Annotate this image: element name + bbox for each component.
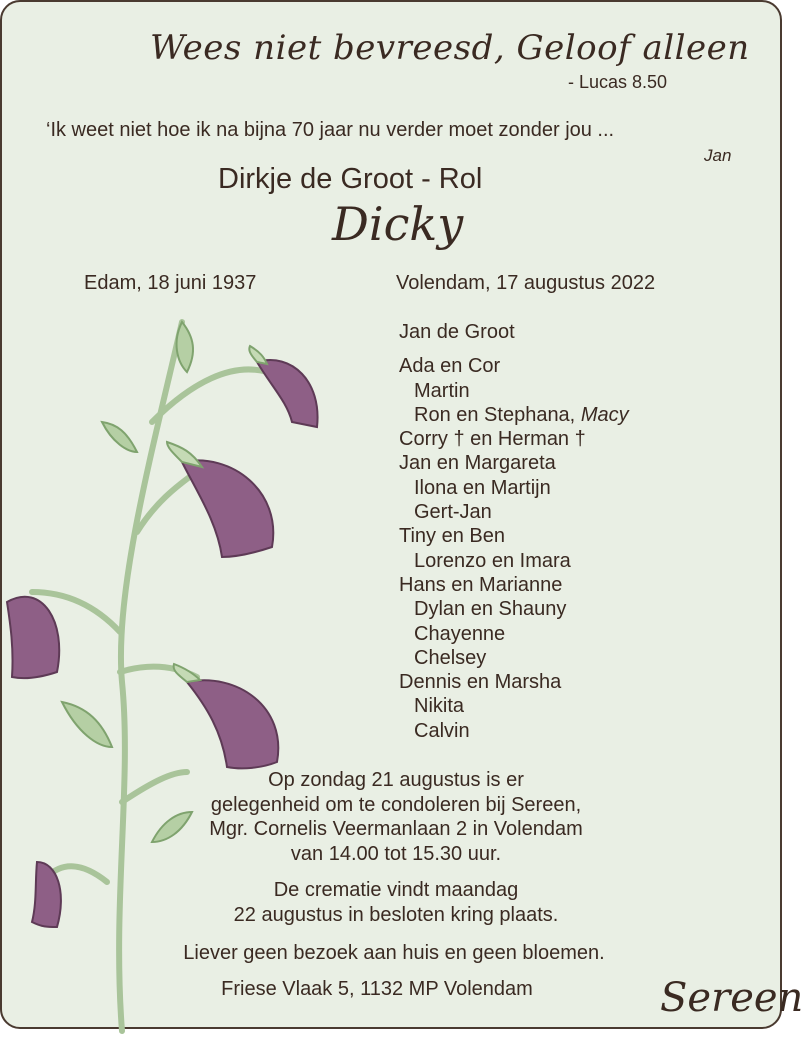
family-member: Calvin [414,719,470,742]
family-member: Nikita [414,695,465,718]
family-member: Jan en Margareta [399,452,556,475]
cremation-info [96,878,696,927]
address: Friese Vlaak 5, 1132 MP Volendam [221,978,533,1000]
nickname: Dicky [332,197,464,251]
family-member [399,403,629,427]
condolence-line: Op zondag 21 augustus is er [268,769,524,791]
condolence-line: van 14.00 tot 15.30 uur. [290,842,502,865]
deceased-name: Dirkje de Groot - Rol [218,163,483,195]
family-member: Martin [414,379,470,402]
quote: ‘Ik weet niet hoe ik na bijna 70 jaar nu verder moet zonder jou ... [46,119,615,141]
family-spouse: Jan de Groot [399,321,515,343]
bible-reference: - Lucas 8.50 [568,72,668,92]
birth-place-date: Edam, 18 juni 1937 [84,272,257,294]
condolence-line: Mgr. Cornelis Veermanlaan 2 in Volendam [209,818,583,840]
family-member: Hans en Marianne [399,573,563,596]
family-member: Ilona en Martijn [414,476,551,499]
family-member: Tiny en Ben [399,525,505,548]
family-member: Chelsey [414,646,487,669]
quote-signature: Jan [704,146,732,165]
family-member: Lorenzo en Imara [414,549,571,572]
cremation-line: 22 augustus in besloten kring plaats. [233,903,559,926]
family-member: Dylan en Shauny [414,598,567,621]
family-member: Corry † en Herman † [399,428,586,451]
great-grandchild: Macy [580,403,629,426]
family-member: Gert-Jan [414,501,492,524]
cremation-line: De crematie vindt maandag [273,879,519,901]
sereen-logo: Sereen [660,975,803,1021]
family-member: Chayenne [414,622,506,645]
family-list [399,320,629,743]
motto: Wees niet bevreesd, Geloof alleen [150,28,750,68]
family-member-name: Ron en Stephana, [414,403,576,426]
family-member: Ada en Cor [399,355,501,378]
death-place-date: Volendam, 17 augustus 2022 [396,272,656,294]
condolence-line: gelegenheid om te condoleren bij Sereen, [210,793,582,816]
no-visit-note: Liever geen bezoek aan huis en geen bloemen. [183,942,605,964]
condolence-info [96,768,696,866]
family-member: Dennis en Marsha [399,671,562,694]
